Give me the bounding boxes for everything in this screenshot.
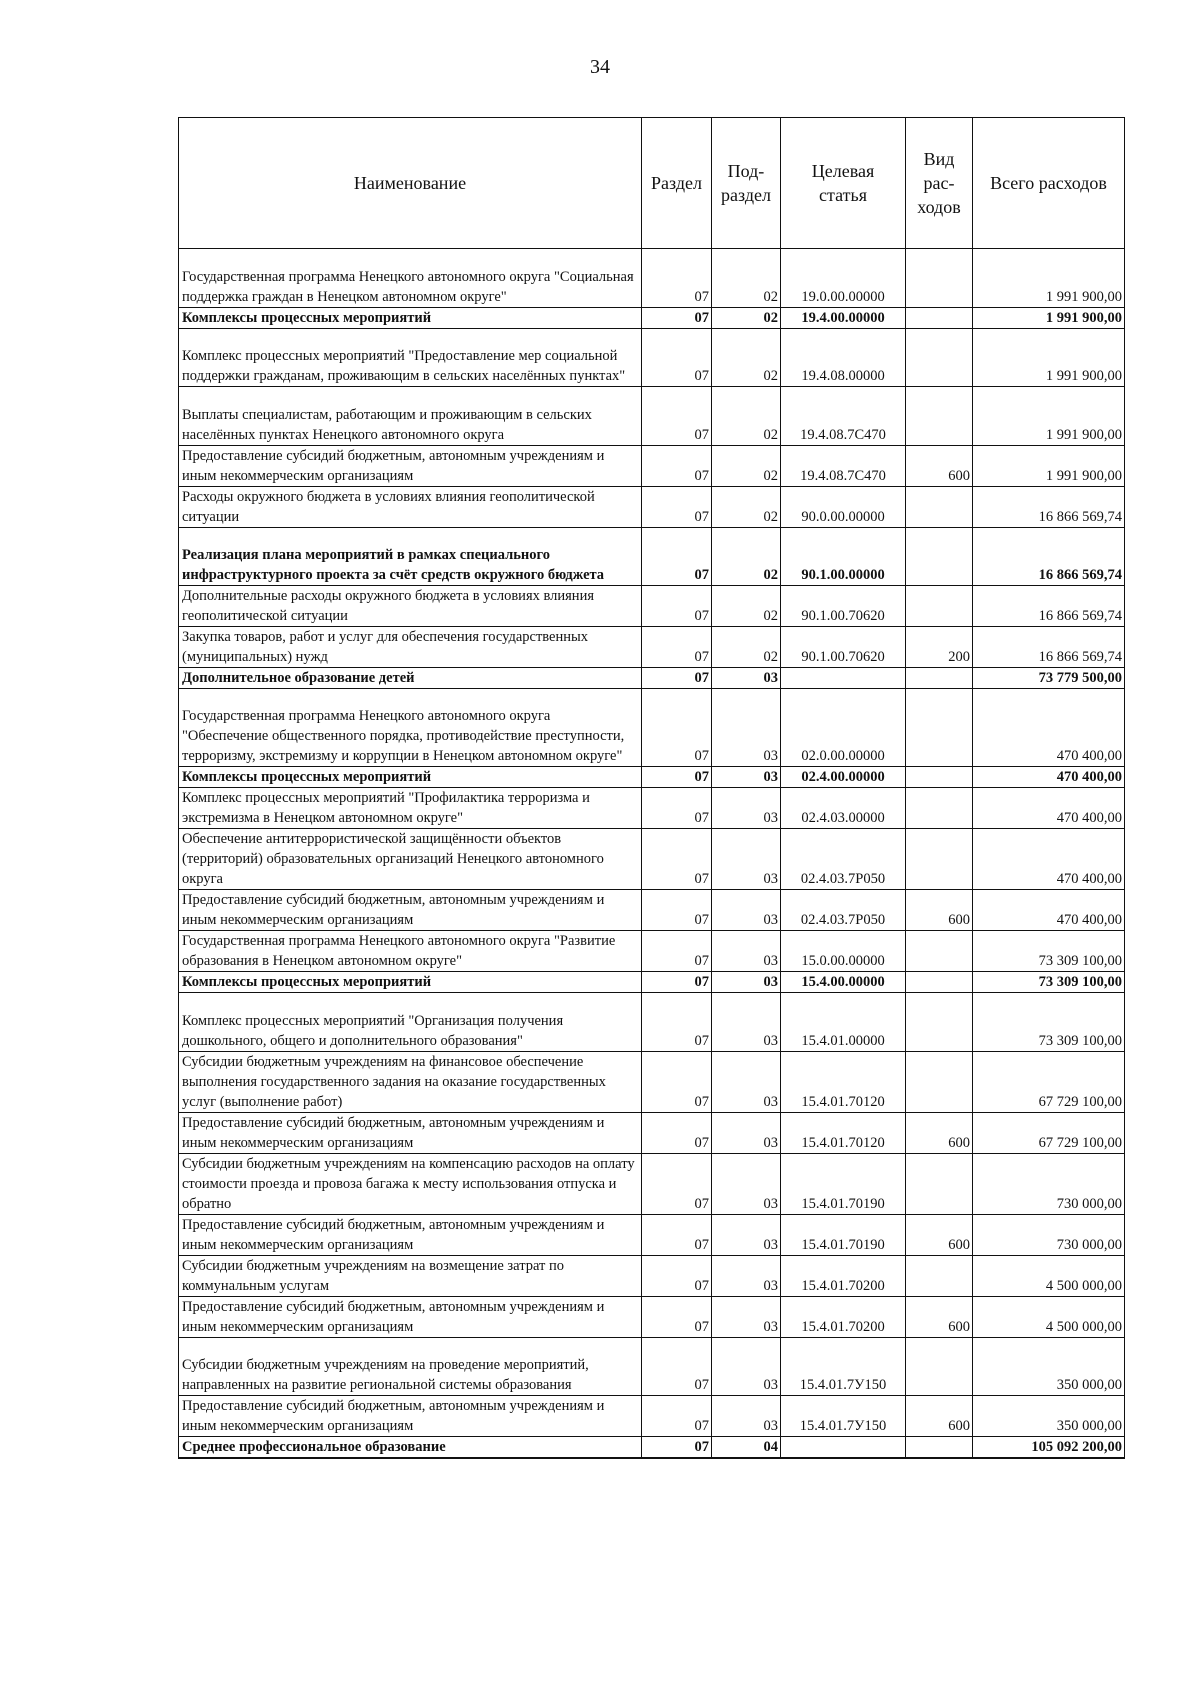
row-name-cell: Комплексы процессных мероприятий — [179, 307, 642, 328]
row-name-cell: Государственная программа Ненецкого автономного округа "Обеспечение общественного порядка, противодействие преступности, терроризму, экстремизму и коррупции в Ненецком автономном округе" — [179, 689, 642, 767]
row-name-cell: Предоставление субсидий бюджетным, автономным учреждениям и иным некоммерческим организациям — [179, 890, 642, 931]
row-name-cell: Государственная программа Ненецкого автономного округа "Развитие образования в Ненецком автономном округе" — [179, 931, 642, 972]
table-row — [179, 1296, 1125, 1337]
row-vid-cell — [906, 1153, 973, 1214]
row-razdel-cell: 07 — [642, 1255, 712, 1296]
row-total-cell: 350 000,00 — [973, 1396, 1125, 1437]
row-vid-cell: 600 — [906, 1296, 973, 1337]
row-celevaya-cell: 15.0.00.00000 — [781, 931, 906, 972]
table-row — [179, 1255, 1125, 1296]
header-podrazdel: Под- раздел — [712, 118, 781, 249]
row-total-cell: 1 991 900,00 — [973, 445, 1125, 486]
row-podrazdel-cell: 03 — [712, 890, 781, 931]
table-row — [179, 1396, 1125, 1437]
table-row — [179, 972, 1125, 993]
row-celevaya-cell: 90.1.00.70620 — [781, 586, 906, 627]
row-total-cell: 16 866 569,74 — [973, 586, 1125, 627]
table-row — [179, 387, 1125, 446]
row-name-cell: Реализация плана мероприятий в рамках специального инфраструктурного проекта за счёт средств окружного бюджета — [179, 527, 642, 586]
header-razdel: Раздел — [642, 118, 712, 249]
row-celevaya-cell: 19.4.00.00000 — [781, 307, 906, 328]
row-razdel-cell: 07 — [642, 767, 712, 788]
row-celevaya-cell: 15.4.01.70120 — [781, 1051, 906, 1112]
table-row — [179, 993, 1125, 1052]
row-razdel-cell: 07 — [642, 993, 712, 1052]
row-razdel-cell: 07 — [642, 586, 712, 627]
row-name-cell: Предоставление субсидий бюджетным, автономным учреждениям и иным некоммерческим организациям — [179, 445, 642, 486]
row-podrazdel-cell: 02 — [712, 586, 781, 627]
row-podrazdel-cell: 03 — [712, 767, 781, 788]
row-vid-cell — [906, 1051, 973, 1112]
table-row — [179, 1214, 1125, 1255]
row-vid-cell — [906, 527, 973, 586]
header-total: Всего расходов — [973, 118, 1125, 249]
row-name-cell: Закупка товаров, работ и услуг для обеспечения государственных (муниципальных) нужд — [179, 627, 642, 668]
row-name-cell: Субсидии бюджетным учреждениям на финансовое обеспечение выполнения государственного задания на оказание государственных услуг (выполнение работ) — [179, 1051, 642, 1112]
row-razdel-cell: 07 — [642, 829, 712, 890]
row-razdel-cell: 07 — [642, 788, 712, 829]
table-body — [179, 249, 1125, 1459]
table-row — [179, 890, 1125, 931]
table-row — [179, 829, 1125, 890]
row-razdel-cell: 07 — [642, 1112, 712, 1153]
row-podrazdel-cell: 02 — [712, 249, 781, 308]
row-total-cell: 67 729 100,00 — [973, 1112, 1125, 1153]
row-celevaya-cell: 90.1.00.00000 — [781, 527, 906, 586]
row-total-cell: 1 991 900,00 — [973, 328, 1125, 387]
table-row — [179, 249, 1125, 308]
row-razdel-cell: 07 — [642, 1051, 712, 1112]
row-vid-cell — [906, 1255, 973, 1296]
table-row — [179, 586, 1125, 627]
row-vid-cell — [906, 1437, 973, 1459]
row-name-cell: Комплексы процессных мероприятий — [179, 767, 642, 788]
row-razdel-cell: 07 — [642, 445, 712, 486]
budget-table — [178, 117, 1125, 1459]
row-celevaya-cell: 19.4.08.7С470 — [781, 387, 906, 446]
table-header-row — [179, 118, 1125, 249]
row-podrazdel-cell: 03 — [712, 1214, 781, 1255]
row-name-cell: Предоставление субсидий бюджетным, автономным учреждениям и иным некоммерческим организациям — [179, 1296, 642, 1337]
row-total-cell: 16 866 569,74 — [973, 527, 1125, 586]
row-celevaya-cell: 15.4.01.70120 — [781, 1112, 906, 1153]
row-name-cell: Субсидии бюджетным учреждениям на проведение мероприятий, направленных на развитие региональной системы образования — [179, 1337, 642, 1396]
row-celevaya-cell: 02.4.03.7Р050 — [781, 890, 906, 931]
row-total-cell: 73 779 500,00 — [973, 668, 1125, 689]
row-celevaya-cell: 02.4.03.00000 — [781, 788, 906, 829]
header-name: Наименование — [179, 118, 642, 249]
row-razdel-cell: 07 — [642, 527, 712, 586]
row-razdel-cell: 07 — [642, 931, 712, 972]
row-total-cell: 73 309 100,00 — [973, 993, 1125, 1052]
row-vid-cell — [906, 788, 973, 829]
row-podrazdel-cell: 03 — [712, 689, 781, 767]
header-vid-rashodov: Вид рас- ходов — [906, 118, 973, 249]
row-razdel-cell: 07 — [642, 328, 712, 387]
row-razdel-cell: 07 — [642, 689, 712, 767]
row-podrazdel-cell: 03 — [712, 1051, 781, 1112]
row-vid-cell — [906, 249, 973, 308]
row-name-cell: Субсидии бюджетным учреждениям на компенсацию расходов на оплату стоимости проезда и провоза багажа к месту использования отпуска и обратно — [179, 1153, 642, 1214]
row-celevaya-cell: 90.0.00.00000 — [781, 486, 906, 527]
row-celevaya-cell — [781, 668, 906, 689]
table-row — [179, 328, 1125, 387]
header-celevaya-statya: Целевая статья — [781, 118, 906, 249]
row-podrazdel-cell: 03 — [712, 1296, 781, 1337]
row-podrazdel-cell: 02 — [712, 627, 781, 668]
row-celevaya-cell: 19.0.00.00000 — [781, 249, 906, 308]
row-total-cell: 1 991 900,00 — [973, 249, 1125, 308]
row-total-cell: 470 400,00 — [973, 890, 1125, 931]
row-name-cell: Обеспечение антитеррористической защищённости объектов (территорий) образовательных организаций Ненецкого автономного округа — [179, 829, 642, 890]
table-row — [179, 627, 1125, 668]
table-row — [179, 307, 1125, 328]
row-total-cell: 16 866 569,74 — [973, 486, 1125, 527]
row-podrazdel-cell: 02 — [712, 307, 781, 328]
row-total-cell: 73 309 100,00 — [973, 972, 1125, 993]
row-name-cell: Комплекс процессных мероприятий "Организация получения дошкольного, общего и дополнительного образования" — [179, 993, 642, 1052]
row-vid-cell — [906, 1337, 973, 1396]
page-number: 34 — [590, 56, 610, 78]
table-row — [179, 486, 1125, 527]
row-name-cell: Расходы окружного бюджета в условиях влияния геополитической ситуации — [179, 486, 642, 527]
row-podrazdel-cell: 02 — [712, 387, 781, 446]
row-podrazdel-cell: 03 — [712, 1337, 781, 1396]
row-celevaya-cell: 15.4.01.70200 — [781, 1255, 906, 1296]
row-celevaya-cell: 15.4.01.70190 — [781, 1214, 906, 1255]
row-razdel-cell: 07 — [642, 486, 712, 527]
row-vid-cell — [906, 829, 973, 890]
row-podrazdel-cell: 03 — [712, 829, 781, 890]
row-total-cell: 67 729 100,00 — [973, 1051, 1125, 1112]
row-celevaya-cell: 19.4.08.7С470 — [781, 445, 906, 486]
table-row — [179, 1437, 1125, 1459]
row-vid-cell: 600 — [906, 1112, 973, 1153]
row-name-cell: Дополнительные расходы окружного бюджета в условиях влияния геополитической ситуации — [179, 586, 642, 627]
row-celevaya-cell: 02.4.03.7Р050 — [781, 829, 906, 890]
row-podrazdel-cell: 02 — [712, 445, 781, 486]
row-name-cell: Комплекс процессных мероприятий "Предоставление мер социальной поддержки гражданам, проживающим в сельских населённых пунктах" — [179, 328, 642, 387]
table-row — [179, 668, 1125, 689]
row-celevaya-cell: 90.1.00.70620 — [781, 627, 906, 668]
row-celevaya-cell: 15.4.01.7У150 — [781, 1396, 906, 1437]
table-row — [179, 689, 1125, 767]
row-total-cell: 470 400,00 — [973, 767, 1125, 788]
row-total-cell: 470 400,00 — [973, 788, 1125, 829]
row-podrazdel-cell: 02 — [712, 328, 781, 387]
row-razdel-cell: 07 — [642, 387, 712, 446]
row-podrazdel-cell: 03 — [712, 1255, 781, 1296]
row-total-cell: 105 092 200,00 — [973, 1437, 1125, 1459]
row-razdel-cell: 07 — [642, 1153, 712, 1214]
row-vid-cell — [906, 486, 973, 527]
row-name-cell: Государственная программа Ненецкого автономного округа "Социальная поддержка граждан в Ненецком автономном округе" — [179, 249, 642, 308]
row-vid-cell — [906, 668, 973, 689]
row-celevaya-cell: 15.4.00.00000 — [781, 972, 906, 993]
row-vid-cell: 600 — [906, 1396, 973, 1437]
row-total-cell: 730 000,00 — [973, 1153, 1125, 1214]
table-row — [179, 1153, 1125, 1214]
row-razdel-cell: 07 — [642, 1437, 712, 1459]
row-podrazdel-cell: 03 — [712, 993, 781, 1052]
row-name-cell: Субсидии бюджетным учреждениям на возмещение затрат по коммунальным услугам — [179, 1255, 642, 1296]
row-podrazdel-cell: 03 — [712, 1112, 781, 1153]
row-celevaya-cell: 02.4.00.00000 — [781, 767, 906, 788]
row-vid-cell: 600 — [906, 445, 973, 486]
row-total-cell: 470 400,00 — [973, 689, 1125, 767]
row-name-cell: Комплекс процессных мероприятий "Профилактика терроризма и экстремизма в Ненецком автономном округе" — [179, 788, 642, 829]
row-total-cell: 470 400,00 — [973, 829, 1125, 890]
row-celevaya-cell: 15.4.01.70190 — [781, 1153, 906, 1214]
table-row — [179, 931, 1125, 972]
row-razdel-cell: 07 — [642, 307, 712, 328]
row-podrazdel-cell: 03 — [712, 931, 781, 972]
row-celevaya-cell: 19.4.08.00000 — [781, 328, 906, 387]
row-total-cell: 16 866 569,74 — [973, 627, 1125, 668]
row-vid-cell: 200 — [906, 627, 973, 668]
table-row — [179, 767, 1125, 788]
row-razdel-cell: 07 — [642, 890, 712, 931]
table-row — [179, 527, 1125, 586]
row-vid-cell — [906, 993, 973, 1052]
row-total-cell: 1 991 900,00 — [973, 307, 1125, 328]
row-name-cell: Среднее профессиональное образование — [179, 1437, 642, 1459]
table-row — [179, 1112, 1125, 1153]
row-total-cell: 73 309 100,00 — [973, 931, 1125, 972]
row-podrazdel-cell: 02 — [712, 527, 781, 586]
row-celevaya-cell: 15.4.01.70200 — [781, 1296, 906, 1337]
row-podrazdel-cell: 02 — [712, 486, 781, 527]
row-razdel-cell: 07 — [642, 972, 712, 993]
row-vid-cell: 600 — [906, 890, 973, 931]
row-razdel-cell: 07 — [642, 1337, 712, 1396]
row-razdel-cell: 07 — [642, 668, 712, 689]
row-razdel-cell: 07 — [642, 1396, 712, 1437]
table-row — [179, 1051, 1125, 1112]
row-total-cell: 1 991 900,00 — [973, 387, 1125, 446]
row-vid-cell — [906, 328, 973, 387]
row-vid-cell — [906, 689, 973, 767]
row-vid-cell — [906, 586, 973, 627]
row-name-cell: Выплаты специалистам, работающим и проживающим в сельских населённых пунктах Ненецкого автономного округа — [179, 387, 642, 446]
row-razdel-cell: 07 — [642, 627, 712, 668]
table-row — [179, 788, 1125, 829]
row-vid-cell: 600 — [906, 1214, 973, 1255]
row-name-cell: Комплексы процессных мероприятий — [179, 972, 642, 993]
row-name-cell: Дополнительное образование детей — [179, 668, 642, 689]
row-name-cell: Предоставление субсидий бюджетным, автономным учреждениям и иным некоммерческим организациям — [179, 1112, 642, 1153]
row-podrazdel-cell: 04 — [712, 1437, 781, 1459]
row-vid-cell — [906, 972, 973, 993]
table-row — [179, 445, 1125, 486]
row-razdel-cell: 07 — [642, 249, 712, 308]
row-razdel-cell: 07 — [642, 1214, 712, 1255]
row-total-cell: 4 500 000,00 — [973, 1296, 1125, 1337]
row-name-cell: Предоставление субсидий бюджетным, автономным учреждениям и иным некоммерческим организациям — [179, 1214, 642, 1255]
row-vid-cell — [906, 307, 973, 328]
row-total-cell: 350 000,00 — [973, 1337, 1125, 1396]
row-vid-cell — [906, 931, 973, 972]
row-podrazdel-cell: 03 — [712, 972, 781, 993]
row-total-cell: 4 500 000,00 — [973, 1255, 1125, 1296]
row-podrazdel-cell: 03 — [712, 668, 781, 689]
row-name-cell: Предоставление субсидий бюджетным, автономным учреждениям и иным некоммерческим организациям — [179, 1396, 642, 1437]
row-total-cell: 730 000,00 — [973, 1214, 1125, 1255]
row-vid-cell — [906, 767, 973, 788]
row-podrazdel-cell: 03 — [712, 1396, 781, 1437]
row-celevaya-cell: 02.0.00.00000 — [781, 689, 906, 767]
row-podrazdel-cell: 03 — [712, 1153, 781, 1214]
row-celevaya-cell — [781, 1437, 906, 1459]
row-celevaya-cell: 15.4.01.00000 — [781, 993, 906, 1052]
table-row — [179, 1337, 1125, 1396]
row-podrazdel-cell: 03 — [712, 788, 781, 829]
row-vid-cell — [906, 387, 973, 446]
row-razdel-cell: 07 — [642, 1296, 712, 1337]
row-celevaya-cell: 15.4.01.7У150 — [781, 1337, 906, 1396]
